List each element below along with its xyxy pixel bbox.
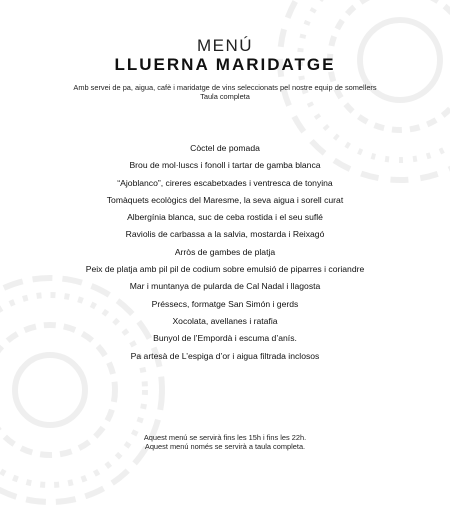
- course-item: Brou de mol·luscs i fonoll i tartar de gamba blanca: [129, 160, 321, 171]
- course-list: [0, 143, 450, 368]
- course-item: Raviolis de carbassa a la salvia, mostarda i Reixagó: [125, 229, 325, 240]
- course-item: Arròs de gambes de platja: [174, 246, 276, 257]
- menu-subtitle-table-note: Taula completa: [200, 92, 250, 101]
- menu-heading: MENÚ: [196, 36, 254, 55]
- course-item: Mar i muntanya de pularda de Cal Nadal i llagosta: [129, 281, 321, 292]
- footer-service-hours: Aquest menú se servirà fins les 15h i fins les 22h.: [143, 433, 307, 442]
- course-item: Peix de platja amb pil pil de codium sobre emulsió de piparres i coriandre: [85, 264, 365, 275]
- menu-title: LLUERNA MARIDATGE: [114, 55, 336, 74]
- course-item: Albergínia blanca, suc de ceba rostida i el seu suflé: [127, 212, 323, 223]
- footer-table-note: Aquest menú només se servirà a taula completa.: [144, 442, 306, 451]
- course-item: Còctel de pomada: [190, 143, 260, 153]
- course-item: Bunyol de l’Empordà i escuma d’anís.: [153, 333, 297, 344]
- course-item: Préssecs, formatge San Simón i gerds: [151, 298, 299, 309]
- menu-subtitle: Amb servei de pa, aigua, cafè i maridatge de vins seleccionats pel nostre equip de somellers: [73, 83, 377, 92]
- course-item: Xocolata, avellanes i ratafia: [172, 315, 278, 326]
- course-item: Pa artesà de L’espiga d’or i aigua filtrada inclosos: [130, 350, 320, 361]
- course-item: “Ajoblanco”, cireres escabetxades i ventresca de tonyina: [117, 177, 333, 188]
- course-item: Tomàquets ecològics del Maresme, la seva aigua i sorell curat: [106, 194, 344, 205]
